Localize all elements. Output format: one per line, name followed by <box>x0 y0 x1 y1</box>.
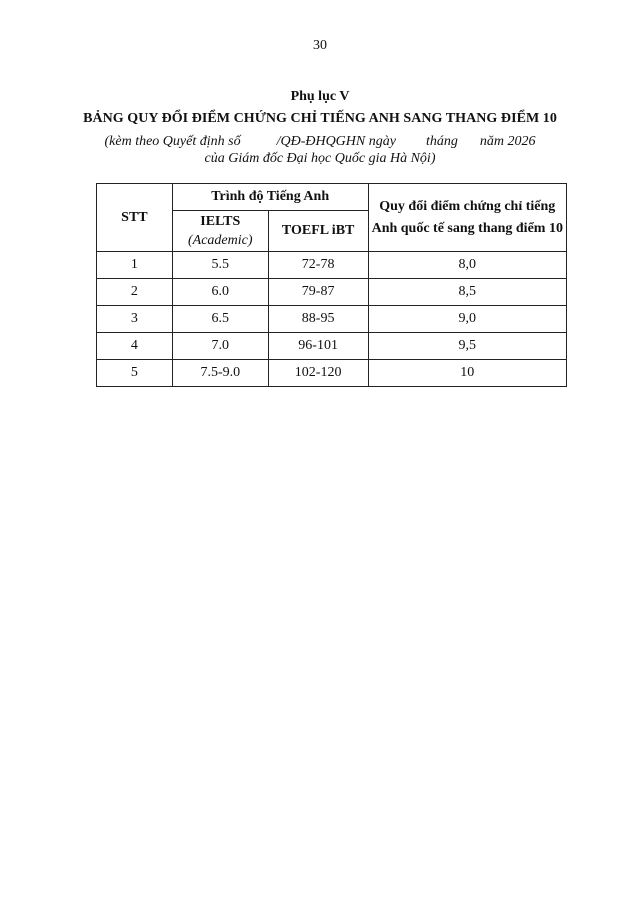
subtitle-part-2: /QĐ-ĐHQGHN ngày <box>276 134 396 149</box>
cell-ielts: 6.5 <box>172 306 268 333</box>
header-toefl: TOEFL iBT <box>268 211 368 252</box>
subtitle-line-1 <box>0 133 640 151</box>
cell-toefl: 102-120 <box>268 360 368 387</box>
table-row <box>97 333 567 360</box>
page-number: 30 <box>313 38 327 53</box>
cell-toefl: 96-101 <box>268 333 368 360</box>
subtitle-part-4: năm 2026 <box>479 134 536 149</box>
header-ielts-label: IELTS <box>200 214 241 229</box>
table-row <box>97 279 567 306</box>
header-ielts-sub: (Academic) <box>188 233 253 248</box>
cell-score: 9,0 <box>368 306 566 333</box>
cell-stt: 1 <box>97 252 173 279</box>
appendix-title: Phụ lục V <box>290 89 350 104</box>
header-stt: STT <box>97 184 173 252</box>
header-conversion-line-2: Anh quốc tế sang thang điểm 10 <box>371 220 563 236</box>
cell-stt: 5 <box>97 360 173 387</box>
table-row <box>97 360 567 387</box>
cell-stt: 3 <box>97 306 173 333</box>
table-row <box>97 252 567 279</box>
table-header-row <box>97 184 567 211</box>
header-english-level: Trình độ Tiếng Anh <box>172 184 368 211</box>
header-conversion-line-1: Quy đổi điểm chứng chỉ tiếng <box>379 198 556 214</box>
subtitle-part-1: (kèm theo Quyết định số <box>104 134 241 149</box>
cell-ielts: 5.5 <box>172 252 268 279</box>
cell-score: 10 <box>368 360 566 387</box>
cell-score: 8,0 <box>368 252 566 279</box>
main-title: BẢNG QUY ĐỔI ĐIỂM CHỨNG CHỈ TIẾNG ANH SANG THANG ĐIỂM 10 <box>83 111 557 126</box>
cell-ielts: 7.5-9.0 <box>172 360 268 387</box>
conversion-table <box>96 183 567 387</box>
cell-toefl: 79-87 <box>268 279 368 306</box>
cell-stt: 2 <box>97 279 173 306</box>
cell-toefl: 88-95 <box>268 306 368 333</box>
header-conversion <box>368 184 566 252</box>
cell-ielts: 7.0 <box>172 333 268 360</box>
table-row <box>97 306 567 333</box>
cell-stt: 4 <box>97 333 173 360</box>
subtitle-line-2: của Giám đốc Đại học Quốc gia Hà Nội) <box>204 151 436 166</box>
subtitle-part-3: tháng <box>425 134 458 149</box>
header-ielts <box>172 211 268 252</box>
cell-toefl: 72-78 <box>268 252 368 279</box>
cell-score: 8,5 <box>368 279 566 306</box>
cell-ielts: 6.0 <box>172 279 268 306</box>
cell-score: 9,5 <box>368 333 566 360</box>
